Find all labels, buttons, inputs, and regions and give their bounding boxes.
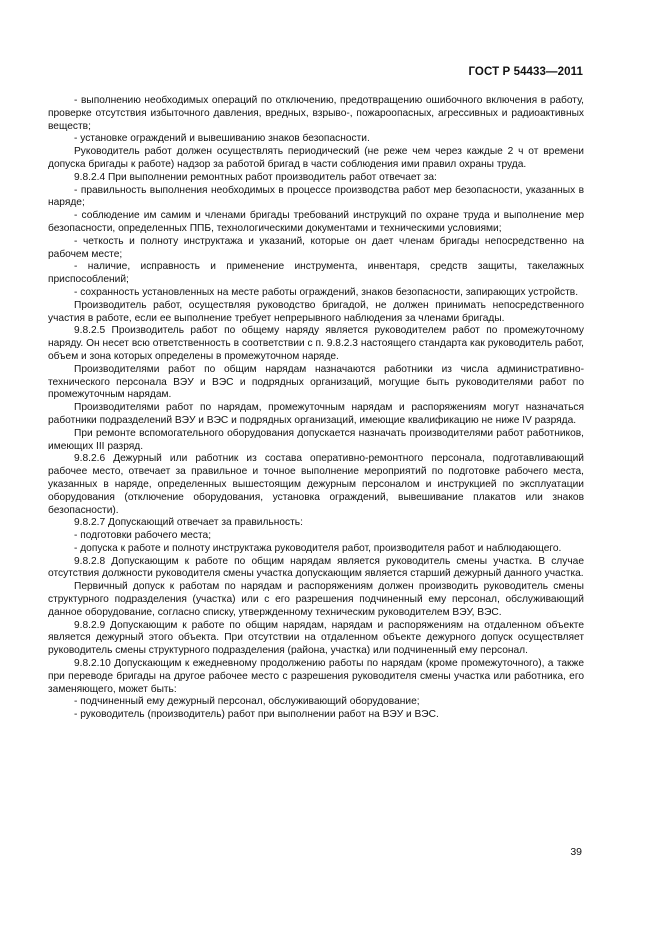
paragraph: 9.8.2.8 Допускающим к работе по общим нарядам является руководитель смены участка. В случае отсутствия должности руководителя смены участка допускающим является старший дежурный данного участка. — [48, 555, 584, 580]
document-body — [48, 95, 584, 722]
paragraph: При ремонте вспомогательного оборудования допускается назначать производителями работ работников, имеющих III разряд. — [48, 427, 584, 452]
standard-designation: ГОСТ Р 54433—2011 — [468, 66, 583, 78]
paragraph: Производитель работ, осуществляя руководство бригадой, не должен принимать непосредственного участия в работе, если ее выполнение требует непрерывного наблюдения за членами бригады. — [48, 299, 584, 324]
paragraph: - подготовки рабочего места; — [74, 530, 212, 542]
paragraph: 9.8.2.9 Допускающим к работе по общим нарядам, нарядам и распоряжениям на отдаленном объекте является дежурный этого объекта. При отсутствии на отдаленном объекте дежурного допуск осуществляет руководитель смены структурного подразделения (района, участка) или подчиненный ему персонал. — [48, 619, 584, 657]
paragraph: - соблюдение им самим и членами бригады требований инструкций по охране труда и выполнение мер безопасности, определенных ППБ, технологическими документами и техническими условиями; — [48, 210, 584, 234]
paragraph: 9.8.2.4 При выполнении ремонтных работ производитель работ отвечает за: — [74, 171, 437, 183]
paragraph: - подчиненный ему дежурный персонал, обслуживающий оборудование; — [74, 696, 420, 708]
paragraph: - допуска к работе и полноту инструктажа руководителя работ, производителя работ и наблюдающего. — [74, 542, 562, 554]
paragraph: - установке ограждений и вывешиванию знаков безопасности. — [74, 133, 370, 145]
paragraph: - сохранность установленных на месте работы ограждений, знаков безопасности, запирающих устройств. — [74, 286, 579, 298]
page-number: 39 — [570, 846, 582, 858]
paragraph: Производителями работ по нарядам, промежуточным нарядам и распоряжениям могут назначаться работники подразделений ВЭУ и ВЭС и подрядных организаций, имеющие квалификацию не ниже IV разряда. — [48, 402, 584, 426]
paragraph: Первичный допуск к работам по нарядам и распоряжениям должен производить руководитель смены структурного подразделения (участка) или с его разрешения подчиненный ему персонал, обслуживающий данное оборудование, согласно списку, утвержденному техническим руководителем ВЭУ, ВЭС. — [48, 581, 584, 618]
paragraph: - наличие, исправность и применение инструмента, инвентаря, средств защиты, такелажных приспособлений; — [48, 261, 584, 286]
paragraph: 9.8.2.6 Дежурный или работник из состава оперативно-ремонтного персонала, подготавливающий рабочее место, отвечает за правильное и точное выполнение мероприятий по подготовке рабочего места, указанных в наряде, определенных вышестоящим дежурным персоналом и инструкцией по эксплуатации оборудования (отключение оборудования, установка ограждений, вывешивание плакатов или знаков безопасности). — [48, 453, 584, 516]
paragraph: Производителями работ по общим нарядам назначаются работники из числа административно-технического персонала ВЭУ и ВЭС и подрядных организаций, могущие быть руководителями работ по промежуточным нарядам. — [48, 363, 584, 401]
paragraph: Руководитель работ должен осуществлять периодический (не реже чем через каждые 2 ч от времени допуска бригады к работе) надзор за работой бригад в части соблюдения ими правил охраны труда. — [48, 146, 584, 170]
paragraph: 9.8.2.10 Допускающим к ежедневному продолжению работы по нарядам (кроме промежуточного), а также при переводе бригады на другое рабочее место с разрешения руководителя смены участка или работника, его заменяющего, может быть: — [48, 658, 584, 695]
paragraph: - руководитель (производитель) работ при выполнении работ на ВЭУ и ВЭС. — [74, 709, 439, 721]
paragraph: 9.8.2.5 Производитель работ по общему наряду является руководителем работ по промежуточному наряду. Он несет всю ответственность в соответствии с п. 9.8.2.3 настоящего стандарта как руководитель работ, объем и зона которых определены в промежуточном наряде. — [48, 325, 584, 362]
paragraph: 9.8.2.7 Допускающий отвечает за правильность: — [74, 517, 303, 529]
paragraph: - выполнению необходимых операций по отключению, предотвращению ошибочного включения в работу, проверке отсутствия избыточного давления, вредных, взрыво-, пожароопасных, агрессивных и радиоактивных веществ; — [48, 95, 584, 132]
paragraph: - правильность выполнения необходимых в процессе производства работ мер безопасности, указанных в наряде; — [48, 184, 584, 209]
paragraph: - четкость и полноту инструктажа и указаний, которые он дает членам бригады непосредственно на рабочем месте; — [48, 235, 584, 260]
